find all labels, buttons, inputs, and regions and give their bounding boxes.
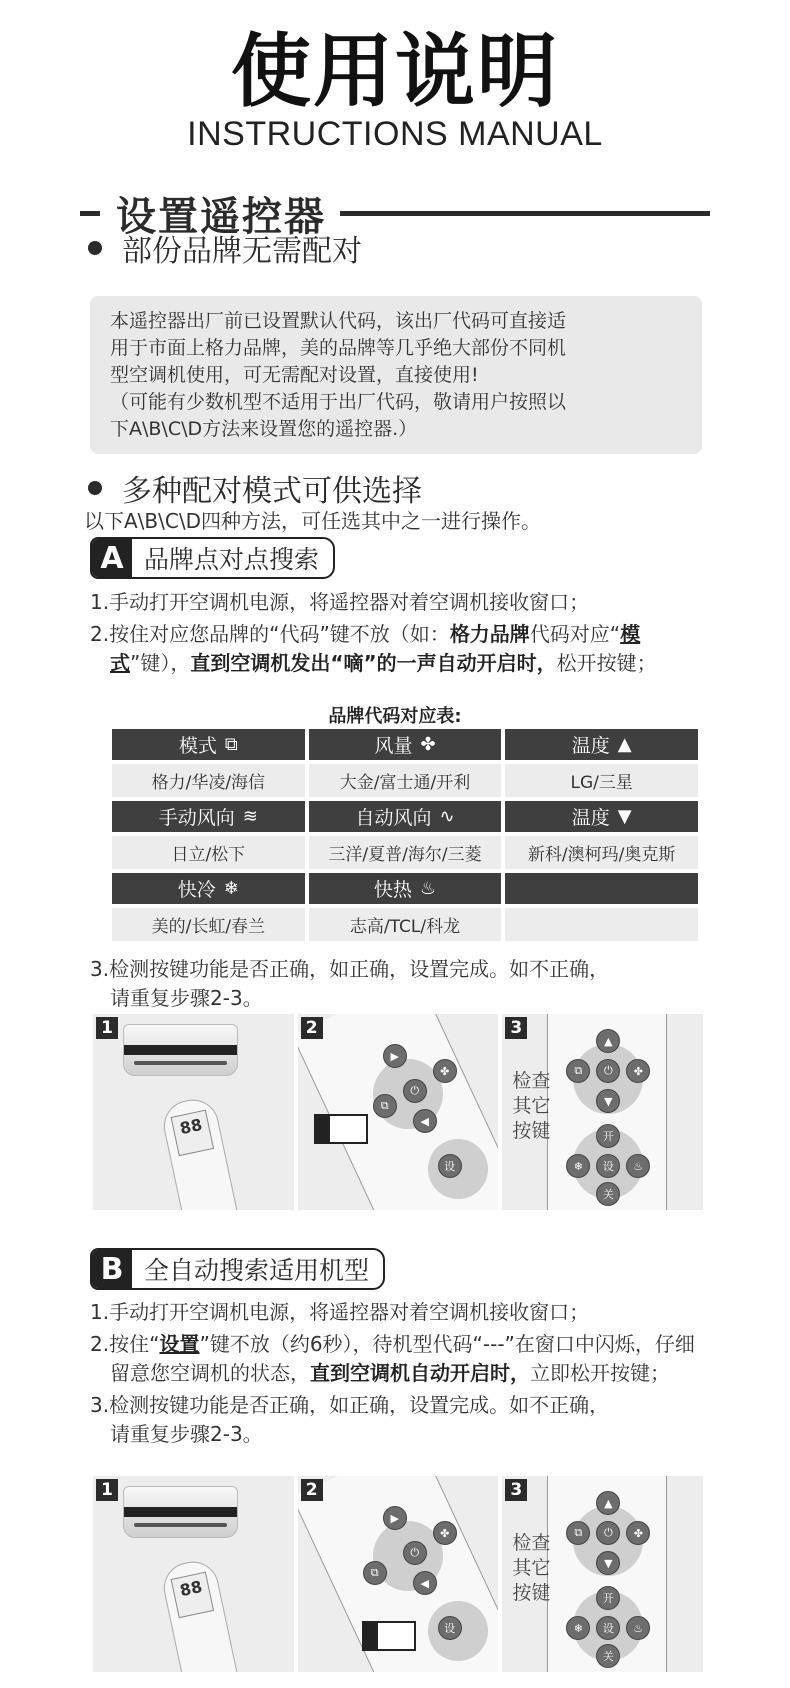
default-code-note [90, 296, 702, 454]
table-header-cell: 快热 ♨ [309, 873, 502, 904]
bullet-icon [88, 481, 102, 495]
table-cell-empty [505, 908, 698, 941]
illustration-panel-2 [298, 1014, 499, 1210]
method-letter: A [92, 537, 132, 579]
table-header-cell: 温度 ▼ [505, 801, 698, 832]
method-a-steps [90, 588, 710, 681]
bullet-heading-text: 多种配对模式可供选择 [122, 474, 422, 509]
panel-number: 1 [96, 1479, 118, 1501]
mode-icon: ⧉ [224, 733, 238, 755]
pointing-hand-icon [328, 1114, 368, 1144]
triangle-up-icon: ▲ [617, 733, 632, 755]
method-b-illustration [93, 1476, 703, 1672]
brand-table-caption: 品牌代码对应表: [328, 706, 462, 727]
play-button-image: ▶ [383, 1044, 407, 1068]
method-a-illustration [93, 1014, 703, 1210]
note-line: 用于市面上格力品牌，美的品牌等几乎绝大部份不同机 [110, 337, 567, 359]
table-cell: 日立/松下 [112, 836, 305, 869]
panel-number: 3 [505, 1017, 527, 1039]
method-letter: B [92, 1248, 132, 1290]
step-2: 2.按住“设置”键不放（约6秒），待机型代码“---”在窗口中闪烁，仔细留意您空调机的状态，直到空调机自动开启时，立即松开按键； [90, 1332, 695, 1385]
illustration-panel-1 [93, 1476, 294, 1672]
note-line: 本遥控器出厂前已设置默认代码，该出厂代码可直接适 [110, 310, 567, 332]
pointing-hand-icon [376, 1621, 416, 1651]
note-line: 型空调机使用，可无需配对设置，直接使用! [110, 364, 479, 386]
page-subtitle: INSTRUCTIONS MANUAL [187, 115, 603, 153]
mode-button-image: ⧉ [373, 1094, 397, 1118]
fan-icon: ✤ [420, 733, 436, 755]
remote-control-image: 88 [159, 1095, 242, 1210]
method-title: 品牌点对点搜索 [144, 545, 320, 574]
method-title: 全自动搜索适用机型 [144, 1256, 370, 1285]
table-cell: 美的/长虹/春兰 [112, 908, 305, 941]
table-header-cell: 温度 ▲ [505, 729, 698, 760]
triangle-down-icon: ▼ [617, 805, 632, 827]
panel-number: 2 [301, 1017, 323, 1039]
remote-keypad-image: ▲ ⧉ ⏻ ✤ ▼ 开 ❄ 设 ♨ 关 [547, 1476, 667, 1672]
step-2: 2.按住对应您品牌的“代码”键不放（如：格力品牌代码对应“模式”键），直到空调机发出“嘀”的一声自动开启时，松开按键； [90, 622, 657, 675]
illustration-panel-3 [502, 1014, 703, 1210]
bullet-heading-text: 部份品牌无需配对 [122, 234, 362, 269]
illustration-panel-2: 2 ▶ ⏻ ✤ ⧉ ◀ 设 [298, 1476, 499, 1672]
table-header-cell: 模式 ⧉ [112, 729, 305, 760]
illustration-panel-3 [502, 1476, 703, 1672]
table-header-cell: 风量 ✤ [309, 729, 502, 760]
manual-swing-icon: ≋ [242, 805, 258, 827]
panel-number: 2 [301, 1479, 323, 1501]
page-title: 使用说明 [231, 25, 559, 118]
bullet-heading-pairing-modes [78, 466, 422, 510]
method-b-tag [90, 1248, 385, 1290]
section-title: 设置遥控器 [116, 193, 326, 240]
heat-icon: ♨ [419, 877, 437, 899]
brand-code-table [112, 729, 698, 941]
check-other-keys-label: 检查 其它 按键 [512, 1070, 551, 1142]
snowflake-icon: ❄ [223, 877, 239, 899]
table-header-cell: 手动风向 ≋ [112, 801, 305, 832]
table-header-cell-empty [505, 873, 698, 904]
panel-number: 3 [505, 1479, 527, 1501]
bullet-heading-no-pairing [78, 226, 362, 270]
air-conditioner-image [123, 1024, 238, 1076]
set-button-image: 设 [438, 1616, 462, 1640]
table-cell: LG/三星 [505, 764, 698, 797]
methods-subtitle: 以下A\B\C\D四种方法，可任选其中之一进行操作。 [84, 509, 541, 533]
remote-keypad-image: ▲ ⧉ ⏻ ✤ ▼ 开 ❄ 设 ♨ 关 [547, 1014, 667, 1210]
auto-swing-icon: ∿ [439, 805, 455, 827]
down-button-image: ◀ [413, 1109, 437, 1133]
remote-control-image: 88 [159, 1557, 242, 1672]
fan-button-image: ✤ [433, 1059, 457, 1083]
heading-dash [80, 211, 100, 216]
heading-rule [340, 211, 710, 216]
bullet-icon [88, 241, 102, 255]
step-1: 1.手动打开空调机电源，将遥控器对着空调机接收窗口； [90, 1300, 590, 1324]
power-button-image: ⏻ [403, 1079, 427, 1103]
illustration-panel-1 [93, 1014, 294, 1210]
panel-number: 1 [96, 1017, 118, 1039]
air-conditioner-image [123, 1486, 238, 1538]
note-line: （可能有少数机型不适用于出厂代码，敬请用户按照以 [110, 391, 567, 413]
table-cell: 格力/华凌/海信 [112, 764, 305, 797]
step-1: 1.手动打开空调机电源，将遥控器对着空调机接收窗口； [90, 590, 590, 614]
method-b-steps [90, 1298, 710, 1452]
table-cell: 大金/富士通/开利 [309, 764, 502, 797]
check-other-keys-label: 检查 其它 按键 [512, 1532, 551, 1604]
method-a-step-3: 3.检测按键功能是否正确，如正确，设置完成。如不正确， 请重复步骤2-3。 [90, 957, 610, 1010]
note-line: 下A\B\C\D方法来设置您的遥控器.） [110, 418, 418, 440]
table-header-cell: 自动风向 ∿ [309, 801, 502, 832]
table-cell: 志高/TCL/科龙 [309, 908, 502, 941]
method-a-tag [90, 537, 335, 579]
table-header-cell: 快冷 ❄ [112, 873, 305, 904]
table-cell: 三洋/夏普/海尔/三菱 [309, 836, 502, 869]
step-3: 3.检测按键功能是否正确，如正确，设置完成。如不正确， 请重复步骤2-3。 [90, 1393, 610, 1446]
set-button-image: 设 [438, 1154, 462, 1178]
table-cell: 新科/澳柯玛/奥克斯 [505, 836, 698, 869]
